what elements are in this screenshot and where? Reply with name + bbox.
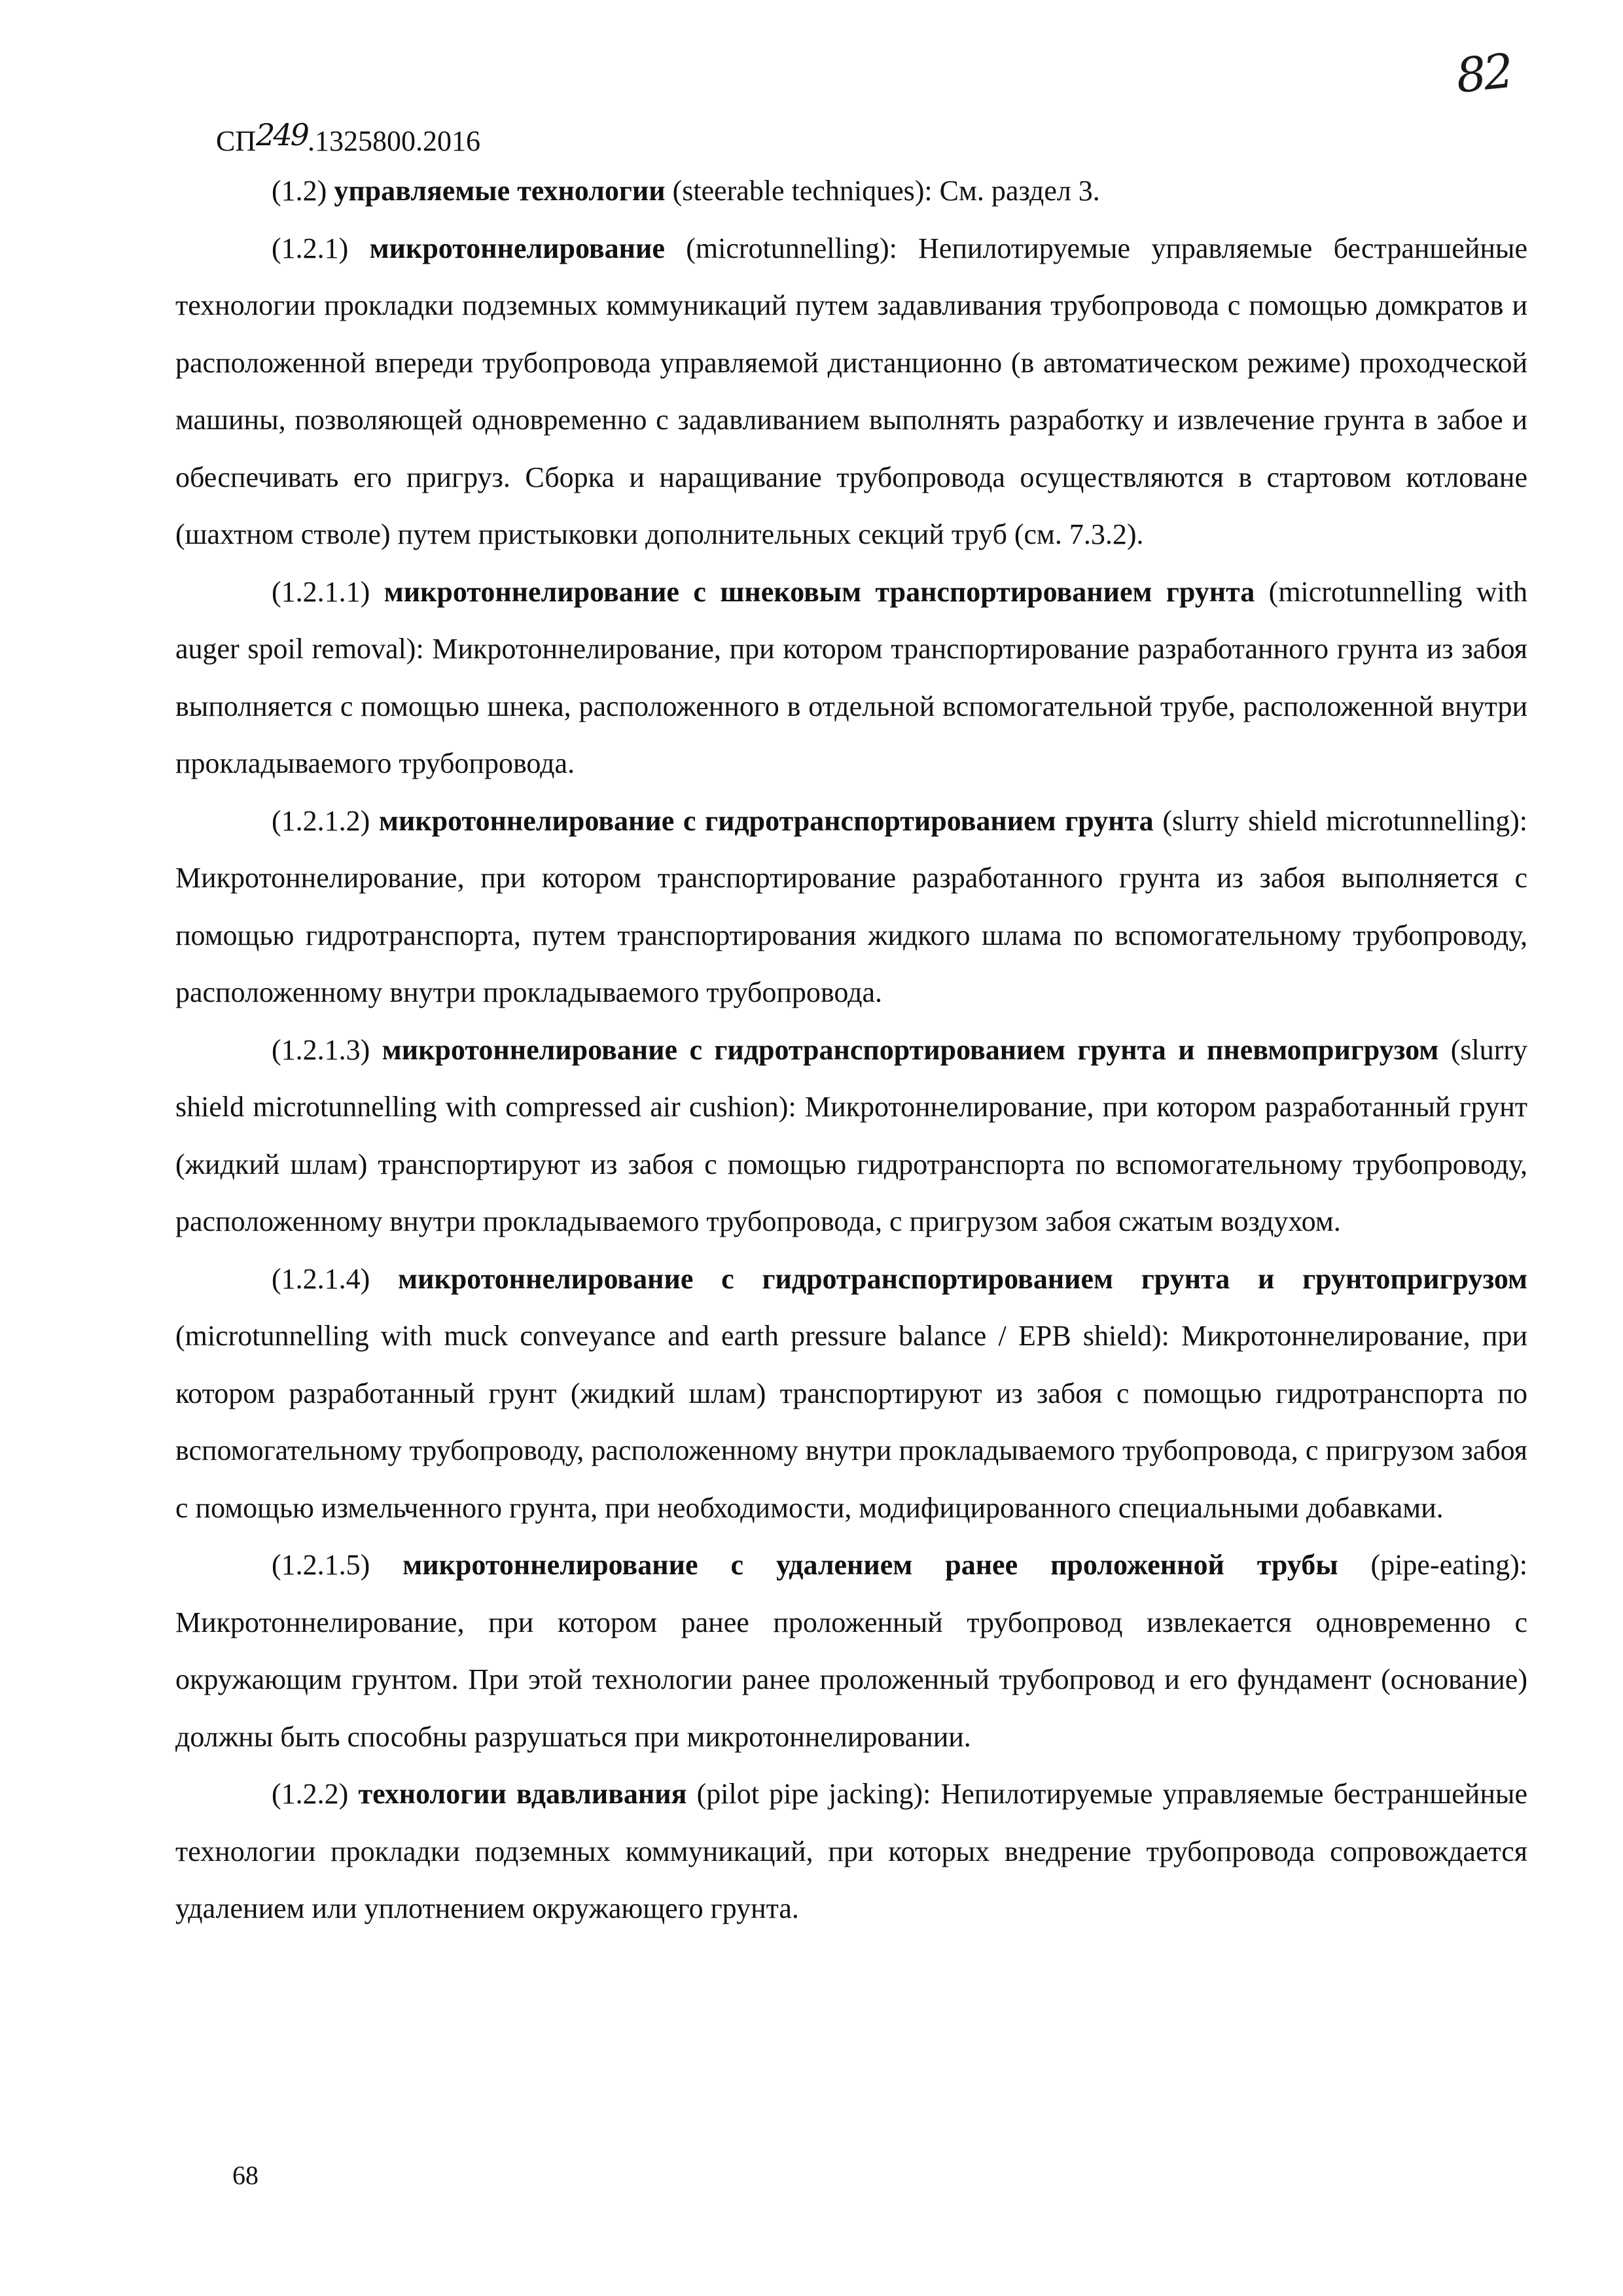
term-entry-1-2-1-2 <box>175 792 1527 1021</box>
handwritten-page-number: 82 <box>1453 43 1514 104</box>
term-number: (1.2.1) <box>272 232 349 264</box>
term-entry-1-2-1 <box>175 220 1527 563</box>
term-definition: (pipe-eating): Микротоннелирование, при котором ранее проложенный трубопровод извлекается одновременно с окружающим грунтом. При этой технологии ранее проложенный трубопровод и его фундамент (основание) должны быть способны разрушаться при микротоннелировании. <box>175 1549 1527 1753</box>
term-definition: (slurry shield microtunnelling): Микротоннелирование, при котором транспортирование разработанного грунта из забоя выполняется с помощью гидротранспорта, путем транспортирования жидкого шлама по вспомогательному трубопроводу, расположенному внутри прокладываемого трубопровода. <box>175 804 1528 1008</box>
document-body <box>175 162 1527 1937</box>
term-number: (1.2.1.2) <box>272 804 370 837</box>
term-title: микротоннелирование с шнековым транспортированием грунта <box>383 575 1255 608</box>
term-number: (1.2.1.4) <box>272 1262 370 1295</box>
document-code <box>216 117 480 160</box>
term-number: (1.2.1.1) <box>272 575 370 608</box>
term-entry-1-2-1-4 <box>175 1250 1527 1537</box>
term-title: микротоннелирование с гидротранспортированием грунта <box>378 804 1154 837</box>
document-code-number: .1325800.2016 <box>307 125 480 157</box>
term-number: (1.2) <box>272 175 327 207</box>
term-definition: (microtunnelling with auger spoil removal): Микротоннелирование, при котором транспортирование разработанного грунта из забоя выполняется с помощью шнека, расположенного в отдельной вспомогательной трубе, расположенной внутри прокладываемого трубопровода. <box>175 575 1528 779</box>
term-entry-1-2-2 <box>175 1765 1527 1937</box>
term-title: технологии вдавливания <box>358 1778 687 1810</box>
term-entry-1-2-1-1 <box>175 563 1527 792</box>
term-title: управляемые технологии <box>334 175 666 207</box>
term-number: (1.2.2) <box>272 1778 349 1810</box>
term-entry-1-2 <box>175 162 1527 220</box>
term-title: микротоннелирование с гидротранспортированием грунта и грунтопригрузом <box>398 1262 1527 1295</box>
document-code-handwritten: 249 <box>256 117 308 152</box>
term-number: (1.2.1.5) <box>272 1549 370 1581</box>
term-definition: (slurry shield microtunnelling with compressed air cushion): Микротоннелирование, при котором разработанный грунт (жидкий шлам) транспортируют из забоя с помощью гидротранспорта по вспомогательному трубопроводу, расположенному внутри прокладываемого трубопровода, с пригрузом забоя сжатым воздухом. <box>175 1033 1527 1237</box>
page-number: 68 <box>232 2161 259 2190</box>
term-entry-1-2-1-5 <box>175 1536 1527 1765</box>
term-definition: (microtunnelling): Непилотируемые управляемые бестраншейные технологии прокладки подземных коммуникаций путем задавливания трубопровода с помощью домкратов и расположенной впереди трубопровода управляемой дистанционно (в автоматическом режиме) проходческой машины, позволяющей одновременно с задавливанием выполнять разработку и извлечение грунта в забое и обеспечивать его пригруз. Сборка и наращивание трубопровода осуществляются в стартовом котловане (шахтном стволе) путем пристыковки дополнительных секций труб (см. 7.3.2). <box>175 232 1528 550</box>
term-definition: (pilot pipe jacking): Непилотируемые управляемые бестраншейные технологии прокладки подземных коммуникаций, при которых внедрение трубопровода сопровождается удалением или уплотнением окружающего грунта. <box>175 1778 1527 1924</box>
term-title: микротоннелирование <box>369 232 665 264</box>
term-number: (1.2.1.3) <box>272 1033 370 1066</box>
term-title: микротоннелирование с гидротранспортированием грунта и пневмопригрузом <box>382 1033 1439 1066</box>
term-definition: (steerable techniques): См. раздел 3. <box>665 175 1100 207</box>
term-title: микротоннелирование с удалением ранее проложенной трубы <box>402 1549 1338 1581</box>
document-code-prefix: СП <box>216 125 257 157</box>
term-entry-1-2-1-3 <box>175 1021 1527 1250</box>
term-definition: (microtunnelling with muck conveyance and earth pressure balance / EPB shield): Микротоннелирование, при котором разработанный грунт (жидкий шлам) транспортируют из забоя с помощью гидротранспорта по вспомогательному трубопроводу, расположенному внутри прокладываемого трубопровода, с пригрузом забоя с помощью измельченного грунта, при необходимости, модифицированного специальными добавками. <box>175 1320 1527 1524</box>
